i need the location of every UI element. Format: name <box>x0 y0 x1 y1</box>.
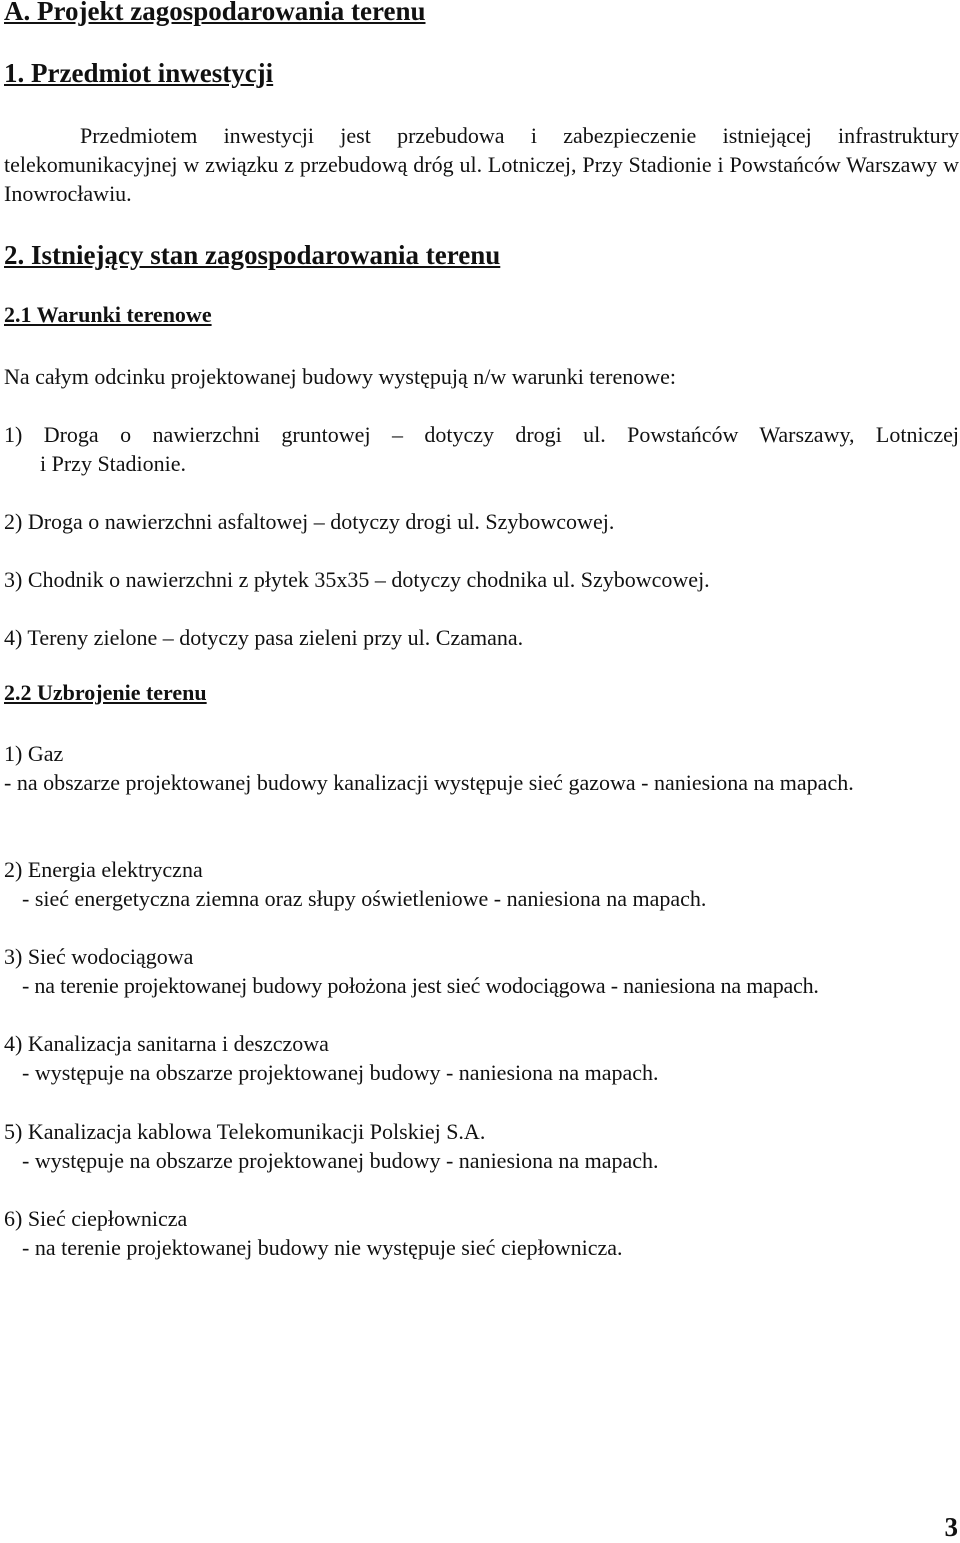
terrain-item-1-line-1: 1) Droga o nawierzchni gruntowej – dotyczy drogi ul. Powstańców Warszawy, Lotniczej <box>4 422 959 447</box>
section-1-title: 1. Przedmiot inwestycji <box>4 58 274 88</box>
page-number: 3 <box>944 1512 958 1542</box>
utility-5-heading: 5) Kanalizacja kablowa Telekomunikacji Polskiej S.A. <box>4 1119 486 1144</box>
section-a-title: A. Projekt zagospodarowania terenu <box>4 0 426 26</box>
section-2-title: 2. Istniejący stan zagospodarowania terenu <box>4 240 501 270</box>
utility-3-text: - na terenie projektowanej budowy położona jest sieć wodociągowa - naniesiona na mapach. <box>22 973 819 998</box>
terrain-item-3: 3) Chodnik o nawierzchni z płytek 35x35 – dotyczy chodnika ul. Szybowcowej. <box>4 567 710 592</box>
section-1-paragraph: Przedmiotem inwestycji jest przebudowa i zabezpieczenie istniejącej infrastruktury telekomunikacyjnej w związku z przebudową dróg ul. Lotniczej, Przy Stadionie i Powstańców Warszawy w Inowrocławiu. <box>4 123 959 206</box>
utility-2-heading: 2) Energia elektryczna <box>4 857 203 882</box>
terrain-item-4: 4) Tereny zielone – dotyczy pasa zieleni przy ul. Czamana. <box>4 625 524 650</box>
terrain-item-1-line-2: i Przy Stadionie. <box>40 451 187 476</box>
subsection-2-1-title: 2.1 Warunki terenowe <box>4 302 212 327</box>
subsection-2-2-title: 2.2 Uzbrojenie terenu <box>4 680 207 705</box>
utility-3-heading: 3) Sieć wodociągowa <box>4 944 194 969</box>
utility-1-text: - na obszarze projektowanej budowy kanalizacji występuje sieć gazowa - naniesiona na mapach. <box>4 770 854 795</box>
terrain-item-2: 2) Droga o nawierzchni asfaltowej – dotyczy drogi ul. Szybowcowej. <box>4 509 615 534</box>
utility-4-text: - występuje na obszarze projektowanej budowy - naniesiona na mapach. <box>22 1060 659 1085</box>
utility-2-text: - sieć energetyczna ziemna oraz słupy oświetleniowe - naniesiona na mapach. <box>22 886 707 911</box>
utility-4-heading: 4) Kanalizacja sanitarna i deszczowa <box>4 1031 329 1056</box>
utility-1-heading: 1) Gaz <box>4 741 64 766</box>
utility-6-text: - na terenie projektowanej budowy nie występuje sieć ciepłownicza. <box>22 1235 623 1260</box>
subsection-2-1-intro: Na całym odcinku projektowanej budowy występują n/w warunki terenowe: <box>4 364 677 389</box>
utility-6-heading: 6) Sieć ciepłownicza <box>4 1206 188 1231</box>
utility-5-text: - występuje na obszarze projektowanej budowy - naniesiona na mapach. <box>22 1148 659 1173</box>
